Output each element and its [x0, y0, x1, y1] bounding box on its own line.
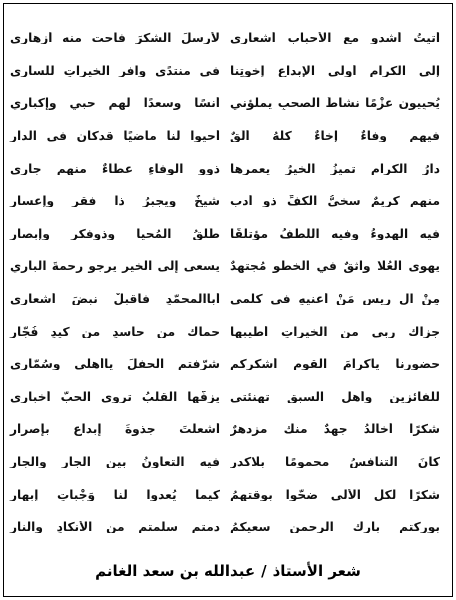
- verse-second-hemistich: لأرسلَ الشكرَ فاحت منه أزهاري: [10, 32, 220, 45]
- verse-second-hemistich: ذوو الوفاءِ عطاءٌ منهم جاري: [10, 162, 220, 175]
- verse-first-hemistich: للفائزين وأهلِ السبقِ تهنئتي: [230, 390, 440, 403]
- poet-name: عبدالله بن سعد الغانم: [95, 562, 256, 580]
- verse-row: [8, 55, 442, 88]
- verse-row: [8, 250, 442, 283]
- verse-second-hemistich: شرّفتم الحفلَ ياأهلي وسُمّاري: [10, 358, 220, 371]
- verse-row: [8, 218, 442, 251]
- verse-second-hemistich: أباالمحمّدِ فاقبلْ نبضَ أشعاري: [10, 292, 220, 306]
- verse-first-hemistich: فيه الهدوءُ وفيه اللطفُ مؤتلقًا: [230, 227, 440, 240]
- verse-first-hemistich: أتيتُ أشدو مع الأحبابِ أشعاري: [230, 32, 440, 45]
- verse-first-hemistich: يهوى العُلا واثقٌ في الخطوِ مُجتهدٌ: [230, 260, 440, 273]
- verse-first-hemistich: دارُ الكرامِ تميزُ الخيرُ يعمرها: [230, 162, 440, 175]
- verse-row: [8, 185, 442, 218]
- verse-row: [8, 413, 442, 446]
- verse-first-hemistich: منهم كريمٌ سخيُّ الكفِّ ذو أدبٍ: [230, 195, 440, 208]
- verse-second-hemistich: أشعلتَ جذوةَ إبداعٍ بإصرارِ: [10, 423, 220, 436]
- verse-second-hemistich: يزفُّها القلبُ تروي الحبَّ أخباري: [10, 390, 220, 403]
- verse-row: [8, 22, 442, 55]
- verse-row: [8, 87, 442, 120]
- verse-row: [8, 511, 442, 544]
- verse-second-hemistich: أحيوا لنا ماضيًا قدكان في الدارِ: [10, 129, 220, 143]
- verse-second-hemistich: أُنسًا وسعدًا لهم حبي وإكباري: [10, 97, 220, 110]
- verse-first-hemistich: بوركتم بارك الرحمن سعيكمُ: [230, 521, 440, 534]
- poem: [8, 22, 442, 544]
- verse-first-hemistich: حضورنا ياكرامَ القومِ أشكركم: [230, 358, 440, 371]
- verse-second-hemistich: حماك من حاسدٍ من كيدِ فُجّارِ: [10, 325, 220, 338]
- verse-second-hemistich: في منتدًى وافرِ الخيراتِ للساري: [10, 64, 220, 77]
- verse-second-hemistich: فيه التعاونُ بين الجارِ والجارِ: [10, 455, 220, 469]
- verse-first-hemistich: جزاك ربي من الخيراتِ أطيبها: [230, 325, 440, 338]
- verse-row: [8, 446, 442, 479]
- verse-second-hemistich: طَلْقُ المُحيا وذوفكرٍ وإبصارِ: [10, 227, 220, 240]
- verse-second-hemistich: دمتم سلمتم من الأنكادِ والنارِ: [10, 521, 220, 534]
- verse-first-hemistich: يُحيِيون عزْمًا نشاطُ الصحبِ يملؤني: [230, 97, 440, 110]
- attribution-prefix: شعر الأستاذ: [272, 562, 361, 580]
- verse-second-hemistich: يسعى إلى الخيرِ يرجو رحمةَ الباري: [10, 260, 220, 273]
- verse-row: [8, 120, 442, 153]
- verse-first-hemistich: فيهم وفاءٌ إخاءٌ كلُّهُ ألَقٌ: [230, 129, 440, 143]
- poet-attribution: [0, 562, 456, 580]
- verse-row: [8, 315, 442, 348]
- verse-first-hemistich: إلى الكرامِ أولي الإبداعِ إخوتِنا: [230, 64, 440, 77]
- attribution-separator: /: [261, 562, 267, 580]
- verse-second-hemistich: كيما يُعدوا لنا وَجْباتِ إبهارِ: [10, 488, 220, 501]
- verse-first-hemistich: شكرًا لكل الأُلى ضحّوا بوقتهمُ: [230, 488, 440, 501]
- verse-second-hemistich: شيخٌ ويجبرُ ذا فقرٍ وإعسارِ: [10, 195, 220, 208]
- verse-row: [8, 283, 442, 316]
- verse-first-hemistich: كانَ التنافسُ محمومًا بلاكدرٍ: [230, 455, 440, 469]
- verse-row: [8, 381, 442, 414]
- verse-row: [8, 348, 442, 381]
- verse-first-hemistich: مِنْ آلِ ريسٍ مَنْ أعنيهِ في كلمي: [230, 292, 440, 306]
- verse-row: [8, 478, 442, 511]
- verse-first-hemistich: شكرًا أخالدُ جهدٌ منك مزدهرٌ: [230, 423, 440, 436]
- verse-row: [8, 152, 442, 185]
